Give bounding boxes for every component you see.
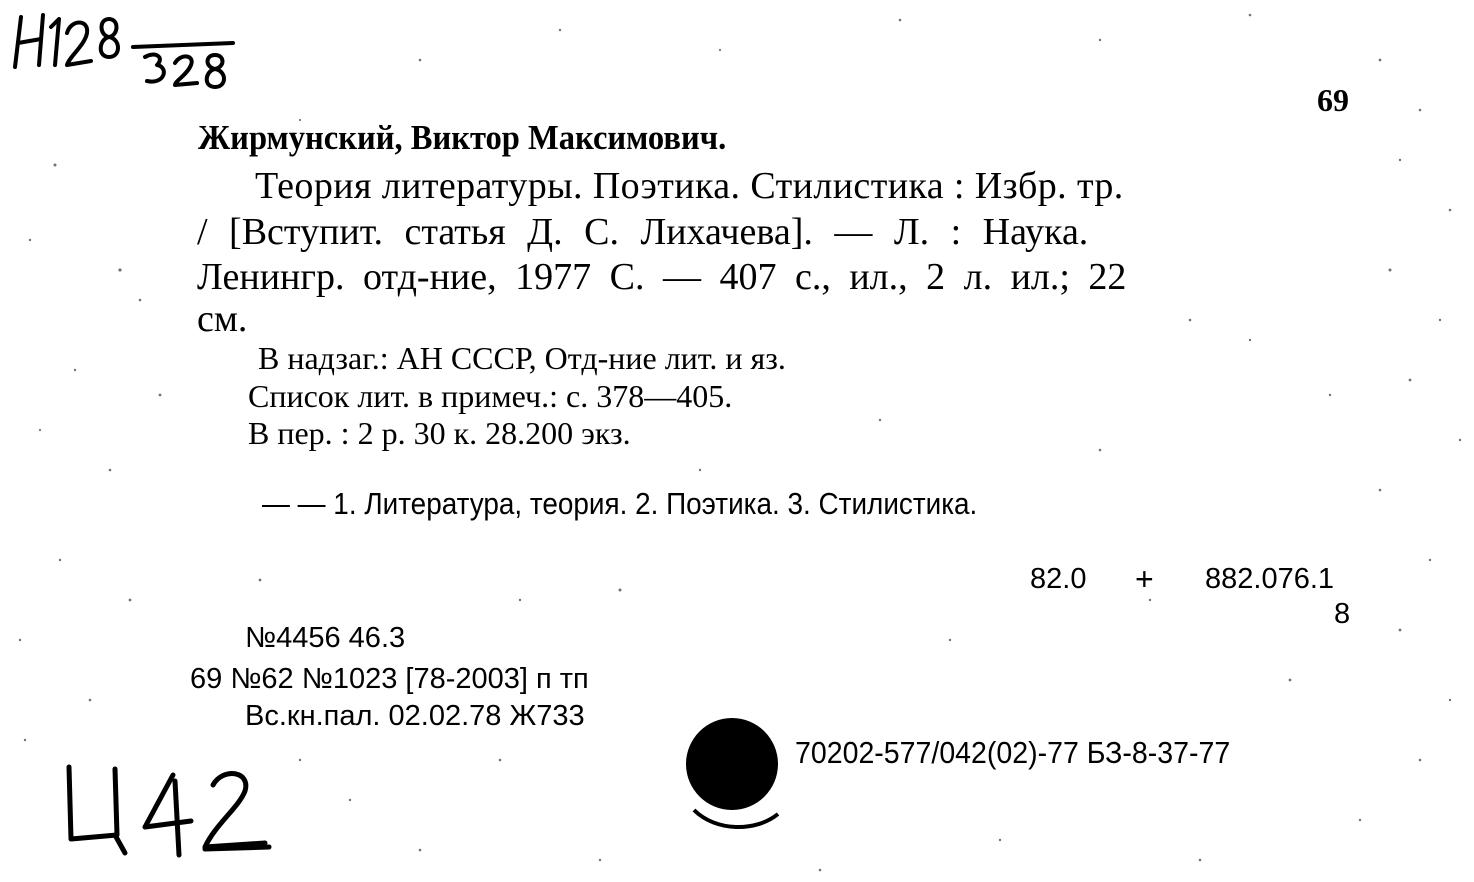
card-number: 69 bbox=[1317, 82, 1349, 118]
code-line-1: №4456 46.3 bbox=[245, 622, 406, 654]
order-code: 70202-577/042(02)-77 БЗ-8-37-77 bbox=[795, 735, 1231, 770]
title-line-3: Ленингр. отд-ние, 1977 С. — 407 с., ил., 2 л. ил.; 22 bbox=[197, 256, 1127, 298]
code-line-2: 69 №62 №1023 [78-2003] п тп bbox=[190, 663, 589, 695]
note-line-3: В пер. : 2 р. 30 к. 28.200 экз. bbox=[248, 415, 631, 451]
classification-right: 882.076.1 bbox=[1205, 563, 1335, 595]
punch-hole-shadow bbox=[686, 800, 786, 840]
note-line-2: Список лит. в примеч.: с. 378—405. bbox=[248, 378, 733, 414]
note-line-1: В надзаг.: АН СССР, Отд-ние лит. и яз. bbox=[258, 340, 786, 376]
handwritten-note bbox=[55, 755, 285, 865]
subject-headings: — — 1. Литература, теория. 2. Поэтика. 3. Стилистика. bbox=[262, 486, 978, 521]
classification-sub: 8 bbox=[1334, 598, 1351, 630]
classification-left: 82.0 bbox=[1030, 563, 1087, 595]
author-heading: Жирмунский, Виктор Максимович. bbox=[198, 118, 727, 157]
handwritten-call-number bbox=[5, 5, 255, 95]
classification-plus: + bbox=[1135, 561, 1154, 597]
title-line-4: см. bbox=[197, 298, 248, 340]
title-line-1: Теория литературы. Поэтика. Стилистика : Избр. тр. bbox=[255, 165, 1124, 207]
code-line-3: Вс.кн.пал. 02.02.78 Ж733 bbox=[245, 700, 585, 732]
punch-hole bbox=[686, 718, 778, 810]
title-line-2: / [Вступит. статья Д. С. Лихачева]. — Л. : Наука. bbox=[197, 211, 1089, 253]
